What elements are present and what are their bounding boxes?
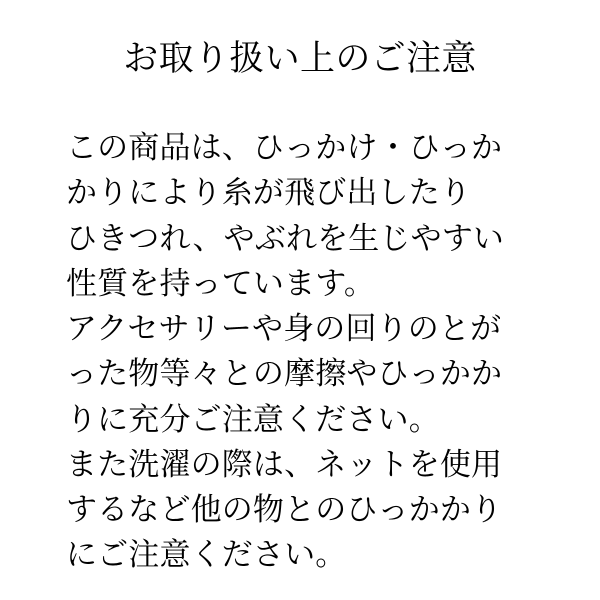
notice-line: 性質を持っています。 <box>66 265 376 302</box>
notice-line: かりにより糸が飛び出したり <box>66 175 472 212</box>
notice-line: この商品は、ひっかけ・ひっか <box>66 130 503 166</box>
notice-line: アクセサリーや身の回りのとが <box>66 311 502 347</box>
notice-line: ひきつれ、やぶれを生じやすい <box>66 220 505 257</box>
notice-line: った物等々との摩擦やひっかか <box>66 356 503 393</box>
notice-body <box>66 126 546 579</box>
notice-line: するなど他の物とのひっかかり <box>66 492 503 528</box>
notice-line: りに充分ご注意ください。 <box>66 401 440 438</box>
notice-line: にご注意ください。 <box>66 537 347 574</box>
notice-line: また洗濯の際は、ネットを使用 <box>66 446 503 483</box>
page-title: お取り扱い上のご注意 <box>123 39 477 79</box>
